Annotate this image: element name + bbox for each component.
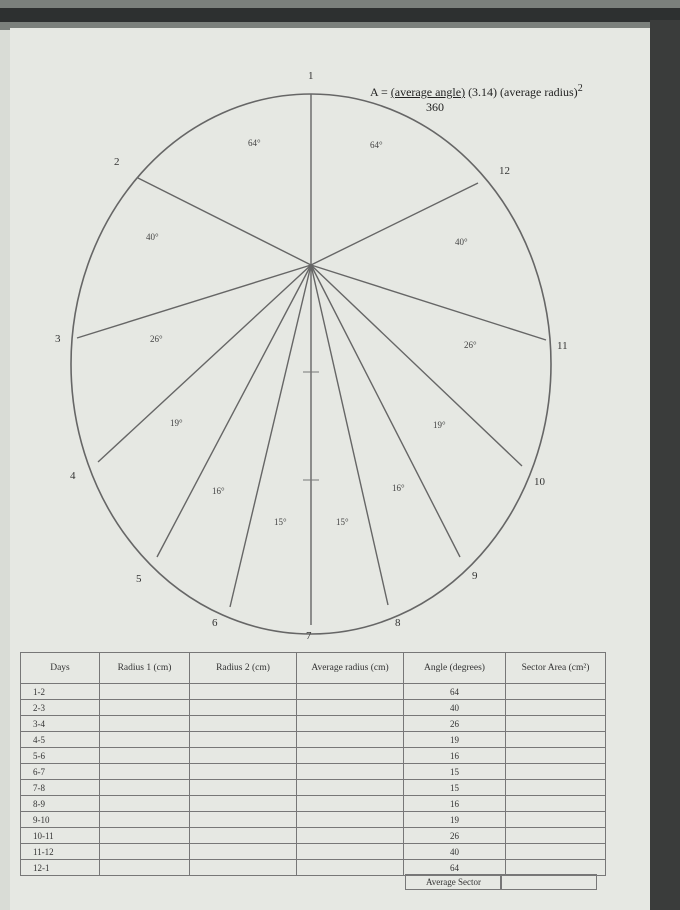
radius-4 <box>98 265 311 462</box>
cell-angle: 64 <box>404 684 506 700</box>
radius-10 <box>311 265 522 466</box>
table-row <box>21 764 606 780</box>
rim-label-7: 7 <box>306 630 312 642</box>
cell-days: 9-10 <box>21 812 100 828</box>
table-row <box>21 844 606 860</box>
cell-radius-1[interactable] <box>100 700 190 716</box>
cell-angle: 40 <box>404 844 506 860</box>
cell-average-radius[interactable] <box>297 780 404 796</box>
rim-label-9: 9 <box>472 570 478 582</box>
radial-lines <box>77 94 546 625</box>
cell-angle: 16 <box>404 796 506 812</box>
cell-days: 11-12 <box>21 844 100 860</box>
cell-days: 3-4 <box>21 716 100 732</box>
table-row <box>21 828 606 844</box>
angle-label-right-4: 19° <box>433 420 446 430</box>
cell-radius-2[interactable] <box>190 716 297 732</box>
rim-label-2: 2 <box>114 156 120 168</box>
cell-days: 7-8 <box>21 780 100 796</box>
cell-sector-area[interactable] <box>506 844 606 860</box>
cell-radius-2[interactable] <box>190 764 297 780</box>
cell-average-radius[interactable] <box>297 748 404 764</box>
angle-label-right-5: 16° <box>392 483 405 493</box>
angle-label-right-6: 15° <box>336 517 349 527</box>
formula-lhs: A = <box>370 85 391 99</box>
cell-radius-1[interactable] <box>100 684 190 700</box>
cell-radius-1[interactable] <box>100 748 190 764</box>
cell-radius-1[interactable] <box>100 844 190 860</box>
cell-sector-area[interactable] <box>506 812 606 828</box>
cell-average-radius[interactable] <box>297 764 404 780</box>
cell-average-radius[interactable] <box>297 732 404 748</box>
cell-days: 6-7 <box>21 764 100 780</box>
cell-radius-2[interactable] <box>190 844 297 860</box>
table-row <box>21 780 606 796</box>
angle-label-left-5: 16° <box>212 486 225 496</box>
cell-average-radius[interactable] <box>297 716 404 732</box>
cell-angle: 40 <box>404 700 506 716</box>
cell-radius-2[interactable] <box>190 828 297 844</box>
cell-angle: 64 <box>404 860 506 876</box>
header-radius-1: Radius 1 (cm) <box>100 653 190 684</box>
cell-days: 5-6 <box>21 748 100 764</box>
cell-sector-area[interactable] <box>506 748 606 764</box>
cell-radius-1[interactable] <box>100 796 190 812</box>
cell-days: 10-11 <box>21 828 100 844</box>
cell-average-radius[interactable] <box>297 828 404 844</box>
cell-angle: 26 <box>404 716 506 732</box>
cell-sector-area[interactable] <box>506 716 606 732</box>
angle-label-left-6: 15° <box>274 517 287 527</box>
cell-days: 12-1 <box>21 860 100 876</box>
header-sector-area: Sector Area (cm²) <box>506 653 606 684</box>
rim-label-8: 8 <box>395 617 401 629</box>
cell-radius-2[interactable] <box>190 780 297 796</box>
cell-days: 8-9 <box>21 796 100 812</box>
rim-label-6: 6 <box>212 617 218 629</box>
table-row <box>21 700 606 716</box>
table-row <box>21 796 606 812</box>
table-row <box>21 732 606 748</box>
angle-label-right-1: 64° <box>370 140 383 150</box>
formula-rest: (3.14) (average radius) <box>465 85 578 99</box>
angle-label-left-2: 40° <box>146 232 159 242</box>
cell-days: 2-3 <box>21 700 100 716</box>
cell-average-radius[interactable] <box>297 796 404 812</box>
radius-9 <box>311 265 460 557</box>
rim-label-1: 1 <box>308 70 314 82</box>
cell-radius-2[interactable] <box>190 684 297 700</box>
cell-angle: 19 <box>404 732 506 748</box>
sector-data-table <box>20 652 606 876</box>
cell-radius-1[interactable] <box>100 780 190 796</box>
table-row <box>21 812 606 828</box>
sector-area-formula <box>370 83 583 100</box>
cell-sector-area[interactable] <box>506 796 606 812</box>
rim-label-12: 12 <box>499 165 510 177</box>
cell-average-radius[interactable] <box>297 812 404 828</box>
cell-angle: 26 <box>404 828 506 844</box>
angle-label-left-3: 26° <box>150 334 163 344</box>
cell-radius-2[interactable] <box>190 796 297 812</box>
cell-sector-area[interactable] <box>506 732 606 748</box>
cell-sector-area[interactable] <box>506 764 606 780</box>
average-sector-value-cell[interactable] <box>500 874 597 890</box>
header-days: Days <box>21 653 100 684</box>
cell-sector-area[interactable] <box>506 700 606 716</box>
cell-average-radius[interactable] <box>297 700 404 716</box>
rim-label-3: 3 <box>55 333 61 345</box>
formula-denominator: 360 <box>426 100 444 114</box>
cell-angle: 15 <box>404 780 506 796</box>
cell-radius-1[interactable] <box>100 732 190 748</box>
cell-angle: 15 <box>404 764 506 780</box>
cell-radius-2[interactable] <box>190 732 297 748</box>
cell-radius-2[interactable] <box>190 860 297 876</box>
cell-radius-2[interactable] <box>190 812 297 828</box>
radius-6 <box>230 265 311 607</box>
header-radius-2: Radius 2 (cm) <box>190 653 297 684</box>
average-sector-label: Average Sector <box>405 874 502 890</box>
cell-radius-1[interactable] <box>100 716 190 732</box>
cell-average-radius[interactable] <box>297 860 404 876</box>
cell-radius-1[interactable] <box>100 860 190 876</box>
cell-radius-1[interactable] <box>100 812 190 828</box>
cell-days: 1-2 <box>21 684 100 700</box>
formula-exponent: 2 <box>577 83 583 94</box>
table-header-row <box>21 653 606 684</box>
angle-label-right-3: 26° <box>464 340 477 350</box>
radius-2 <box>138 178 311 265</box>
table-row <box>21 748 606 764</box>
header-angle: Angle (degrees) <box>404 653 506 684</box>
cell-average-radius[interactable] <box>297 844 404 860</box>
angle-label-right-2: 40° <box>455 237 468 247</box>
cell-radius-2[interactable] <box>190 748 297 764</box>
cell-angle: 16 <box>404 748 506 764</box>
rim-label-10: 10 <box>534 476 545 488</box>
table-row <box>21 716 606 732</box>
cell-average-radius[interactable] <box>297 684 404 700</box>
header-average-radius: Average radius (cm) <box>297 653 404 684</box>
radius-3 <box>77 265 311 338</box>
cell-sector-area[interactable] <box>506 684 606 700</box>
cell-radius-1[interactable] <box>100 828 190 844</box>
cell-radius-1[interactable] <box>100 764 190 780</box>
cell-days: 4-5 <box>21 732 100 748</box>
cell-angle: 19 <box>404 812 506 828</box>
angle-label-left-4: 19° <box>170 418 183 428</box>
rim-label-5: 5 <box>136 573 142 585</box>
radius-11 <box>311 265 546 340</box>
table-row <box>21 684 606 700</box>
rim-label-4: 4 <box>70 470 76 482</box>
cell-sector-area[interactable] <box>506 828 606 844</box>
radius-8 <box>311 265 388 605</box>
angle-label-left-1: 64° <box>248 138 261 148</box>
radius-5 <box>157 265 311 557</box>
rim-label-11: 11 <box>557 340 568 352</box>
formula-numerator: (average angle) <box>390 85 466 99</box>
cell-sector-area[interactable] <box>506 780 606 796</box>
radius-12 <box>311 183 478 265</box>
cell-radius-2[interactable] <box>190 700 297 716</box>
